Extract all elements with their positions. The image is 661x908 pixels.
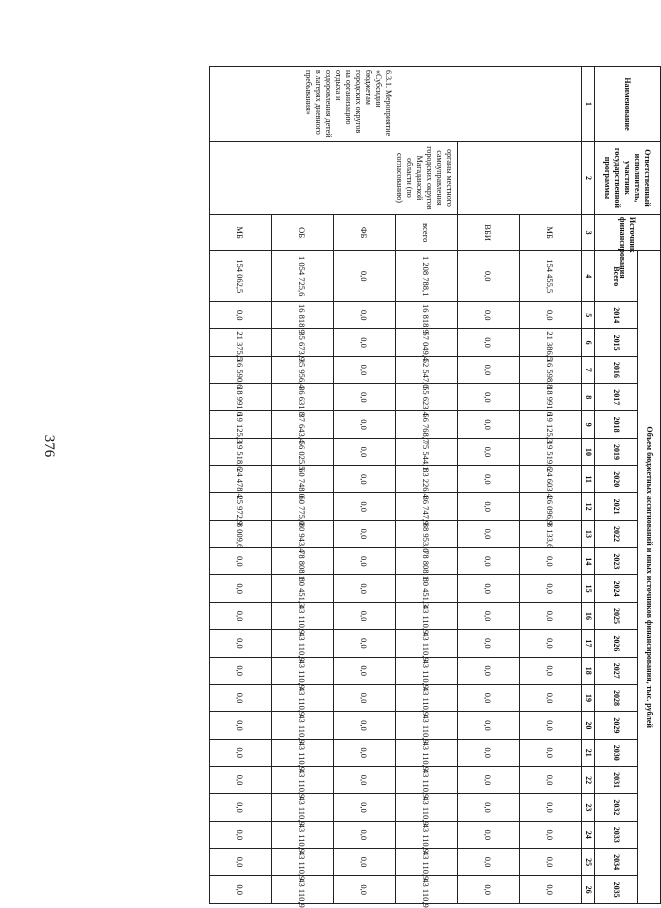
value-cell: 0,0 (210, 302, 272, 329)
table-row (520, 67, 582, 904)
header-year: 2025 (595, 602, 638, 629)
column-number: 14 (582, 548, 595, 575)
column-number: 8 (582, 384, 595, 411)
value-cell: 0,0 (458, 602, 520, 629)
value-cell: 0,0 (334, 438, 396, 465)
value-cell: 43 110,9 (272, 684, 334, 711)
value-cell: 37 643,4 (272, 411, 334, 438)
budget-table-container (136, 66, 661, 908)
header-year: 2032 (595, 794, 638, 821)
column-number: 6 (582, 329, 595, 356)
value-cell: 8 009,6 (210, 520, 272, 547)
value-cell: 0,0 (334, 520, 396, 547)
value-cell: 25 972,9 (210, 493, 272, 520)
value-cell: 43 110,9 (396, 848, 458, 875)
value-cell: 43 110,9 (396, 876, 458, 904)
header-year: 2033 (595, 821, 638, 848)
value-cell: 55 623,4 (396, 384, 458, 411)
column-number: 26 (582, 876, 595, 904)
budget-table (209, 66, 661, 908)
value-cell: 78 808,1 (272, 548, 334, 575)
value-cell: 0,0 (458, 575, 520, 602)
value-cell: 36 631,8 (272, 384, 334, 411)
header-source: Источник финансирования (595, 214, 661, 250)
value-cell: 0,0 (458, 794, 520, 821)
column-number: 9 (582, 411, 595, 438)
value-cell: 16 598,8 (520, 356, 582, 383)
source-cell: ВБИ (458, 214, 520, 250)
source-cell: МБ (210, 214, 272, 250)
table-row (396, 67, 458, 904)
value-cell: 43 110,9 (272, 712, 334, 739)
value-cell: 43 110,9 (396, 602, 458, 629)
header-year: 2017 (595, 384, 638, 411)
value-cell: 19 125,3 (520, 411, 582, 438)
header-year: 2027 (595, 657, 638, 684)
value-cell: 0,0 (334, 411, 396, 438)
page-number: 376 (41, 434, 57, 458)
header-year: 2014 (595, 302, 638, 329)
value-cell: 0,0 (334, 329, 396, 356)
value-cell: 52 547,0 (396, 356, 458, 383)
value-cell: 43 110,9 (396, 657, 458, 684)
value-cell: 0,0 (458, 356, 520, 383)
value-cell: 0,0 (334, 876, 396, 904)
header-year: 2026 (595, 630, 638, 657)
value-cell: 0,0 (334, 356, 396, 383)
column-numbers-row (582, 67, 595, 904)
value-cell: 43 110,9 (272, 876, 334, 904)
column-number: 4 (582, 251, 595, 302)
value-cell: 18 991,6 (210, 384, 272, 411)
value-cell: 26 096,9 (520, 493, 582, 520)
header-year: 2028 (595, 684, 638, 711)
value-cell: 0,0 (458, 438, 520, 465)
column-number: 25 (582, 848, 595, 875)
value-cell: 16 818,9 (396, 302, 458, 329)
value-cell: 0,0 (334, 684, 396, 711)
value-cell: 0,0 (458, 466, 520, 493)
header-year: 2020 (595, 466, 638, 493)
value-cell: 0,0 (458, 384, 520, 411)
value-cell: 0,0 (458, 876, 520, 904)
value-cell: 0,0 (458, 630, 520, 657)
value-cell: 0,0 (520, 302, 582, 329)
header-year: 2016 (595, 356, 638, 383)
value-cell: 43 110,9 (396, 794, 458, 821)
value-cell: 86 747,9 (396, 493, 458, 520)
value-cell: 0,0 (458, 848, 520, 875)
value-cell: 0,0 (520, 575, 582, 602)
value-cell: 43 110,9 (272, 602, 334, 629)
group-name-cell (210, 67, 582, 142)
value-cell: 0,0 (334, 766, 396, 793)
value-cell: 0,0 (520, 684, 582, 711)
column-number: 2 (582, 141, 595, 214)
value-cell: 0,0 (520, 548, 582, 575)
value-cell: 0,0 (334, 712, 396, 739)
value-cell: 0,0 (520, 876, 582, 904)
column-number: 3 (582, 214, 595, 250)
value-cell: 0,0 (334, 657, 396, 684)
value-cell: 0,0 (334, 848, 396, 875)
value-cell: 0,0 (210, 630, 272, 657)
column-number: 15 (582, 575, 595, 602)
value-cell: 0,0 (458, 493, 520, 520)
source-cell: ФБ (334, 214, 396, 250)
total-cell: 154 455,5 (520, 251, 582, 302)
header-year: 2015 (595, 329, 638, 356)
value-cell: 88 953,0 (396, 520, 458, 547)
value-cell: 35 956,4 (272, 356, 334, 383)
empty-responsible-cell (458, 141, 582, 214)
total-cell: 154 062,5 (210, 251, 272, 302)
header-year: 2018 (595, 411, 638, 438)
total-cell: 0,0 (458, 251, 520, 302)
column-number: 20 (582, 712, 595, 739)
value-cell: 43 110,9 (272, 739, 334, 766)
column-number: 13 (582, 520, 595, 547)
header-year: 2035 (595, 876, 638, 904)
value-cell: 0,0 (210, 602, 272, 629)
value-cell: 0,0 (458, 712, 520, 739)
value-cell: 0,0 (334, 575, 396, 602)
header-year: 2030 (595, 739, 638, 766)
value-cell: 0,0 (520, 602, 582, 629)
column-number: 7 (582, 356, 595, 383)
value-cell: 0,0 (458, 548, 520, 575)
value-cell: 43 110,9 (396, 766, 458, 793)
value-cell: 0,0 (210, 657, 272, 684)
value-cell: 0,0 (520, 794, 582, 821)
value-cell: 0,0 (334, 302, 396, 329)
value-cell: 0,0 (520, 630, 582, 657)
value-cell: 0,0 (210, 821, 272, 848)
value-cell: 0,0 (458, 520, 520, 547)
column-number: 18 (582, 657, 595, 684)
header-responsible: Ответственный исполнитель, участник государственной программы (595, 141, 661, 214)
value-cell: 80 451,3 (272, 575, 334, 602)
value-cell: 0,0 (458, 411, 520, 438)
column-number: 16 (582, 602, 595, 629)
value-cell: 0,0 (520, 821, 582, 848)
value-cell: 21 375,5 (210, 329, 272, 356)
column-number: 10 (582, 438, 595, 465)
value-cell: 0,0 (210, 712, 272, 739)
column-number: 23 (582, 794, 595, 821)
value-cell: 19 519,6 (520, 438, 582, 465)
group-name-spacer (393, 70, 578, 138)
value-cell: 0,0 (458, 302, 520, 329)
source-cell: МБ (520, 214, 582, 250)
total-cell: 0,0 (334, 251, 396, 302)
value-cell: 43 110,9 (396, 739, 458, 766)
value-cell: 56 025,5 (272, 438, 334, 465)
value-cell: 0,0 (334, 821, 396, 848)
value-cell: 0,0 (334, 602, 396, 629)
value-cell: 0,0 (210, 684, 272, 711)
value-cell: 0,0 (520, 766, 582, 793)
value-cell: 21 386,5 (520, 329, 582, 356)
value-cell: 16 818,9 (272, 302, 334, 329)
value-cell: 19 125,3 (210, 411, 272, 438)
total-cell: 1 208 788,1 (396, 251, 458, 302)
value-cell: 0,0 (520, 712, 582, 739)
column-number: 21 (582, 739, 595, 766)
value-cell: 56 768,7 (396, 411, 458, 438)
value-cell: 0,0 (334, 630, 396, 657)
value-cell: 0,0 (210, 548, 272, 575)
column-number: 11 (582, 466, 595, 493)
value-cell: 24 478,4 (210, 466, 272, 493)
value-cell: 0,0 (334, 466, 396, 493)
value-cell: 83 226,4 (396, 466, 458, 493)
value-cell: 43 110,9 (396, 684, 458, 711)
column-number: 24 (582, 821, 595, 848)
header-total: Всего (595, 251, 638, 302)
value-cell: 0,0 (210, 739, 272, 766)
value-cell: 0,0 (458, 684, 520, 711)
column-number: 5 (582, 302, 595, 329)
value-cell: 43 110,9 (272, 794, 334, 821)
column-number: 22 (582, 766, 595, 793)
value-cell: 60 748,0 (272, 466, 334, 493)
value-cell: 0,0 (458, 766, 520, 793)
header-volume: Объем бюджетных ассигнований и иных источников финансирования, тыс. рублей (638, 251, 661, 904)
header-year: 2022 (595, 520, 638, 547)
value-cell: 0,0 (458, 739, 520, 766)
value-cell: 43 110,9 (396, 712, 458, 739)
value-cell: 78 808,1 (396, 548, 458, 575)
value-cell: 0,0 (458, 657, 520, 684)
value-cell: 0,0 (520, 657, 582, 684)
column-number: 19 (582, 684, 595, 711)
value-cell: 75 544,1 (396, 438, 458, 465)
value-cell: 19 518,6 (210, 438, 272, 465)
value-cell: 0,0 (334, 493, 396, 520)
value-cell: 8 133,6 (520, 520, 582, 547)
value-cell: 0,0 (458, 329, 520, 356)
source-cell: всего (396, 214, 458, 250)
header-year: 2024 (595, 575, 638, 602)
value-cell: 0,0 (334, 739, 396, 766)
header-year: 2019 (595, 438, 638, 465)
value-cell: 0,0 (334, 548, 396, 575)
header-year: 2031 (595, 766, 638, 793)
value-cell: 43 110,9 (396, 821, 458, 848)
value-cell: 0,0 (334, 794, 396, 821)
value-cell: 0,0 (210, 575, 272, 602)
column-number: 12 (582, 493, 595, 520)
value-cell: 35 673,9 (272, 329, 334, 356)
value-cell: 60 775,0 (272, 493, 334, 520)
header-year: 2029 (595, 712, 638, 739)
value-cell: 18 991,6 (520, 384, 582, 411)
column-number: 1 (582, 67, 595, 142)
value-cell: 0,0 (458, 821, 520, 848)
group-name-text: 6.3.1. Мероприятие «Субсидии бюджетам городских округов на организацию отдыха и оздоровления детей в лагерях дневного пребывания» (304, 70, 393, 138)
header-row-1 (638, 67, 661, 904)
value-cell: 43 110,9 (396, 630, 458, 657)
value-cell: 43 110,9 (272, 630, 334, 657)
column-number: 17 (582, 630, 595, 657)
total-cell: 1 054 725,6 (272, 251, 334, 302)
value-cell: 0,0 (210, 766, 272, 793)
value-cell: 0,0 (210, 794, 272, 821)
source-cell: ОБ (272, 214, 334, 250)
value-cell: 0,0 (210, 848, 272, 875)
value-cell: 43 110,9 (272, 657, 334, 684)
value-cell: 0,0 (334, 384, 396, 411)
value-cell: 80 451,3 (396, 575, 458, 602)
value-cell: 0,0 (210, 876, 272, 904)
value-cell: 43 110,9 (272, 821, 334, 848)
value-cell: 16 590,6 (210, 356, 272, 383)
header-name: Наименование (595, 67, 661, 142)
value-cell: 24 603,4 (520, 466, 582, 493)
value-cell: 80 943,4 (272, 520, 334, 547)
value-cell: 0,0 (520, 848, 582, 875)
header-year: 2023 (595, 548, 638, 575)
header-year: 2034 (595, 848, 638, 875)
group-responsible-cell: органы местного самоуправления городских округов Магаданской области (по согласованию) (210, 141, 458, 214)
value-cell: 57 049,4 (396, 329, 458, 356)
value-cell: 43 110,9 (272, 848, 334, 875)
header-year: 2021 (595, 493, 638, 520)
value-cell: 0,0 (520, 739, 582, 766)
value-cell: 43 110,9 (272, 766, 334, 793)
